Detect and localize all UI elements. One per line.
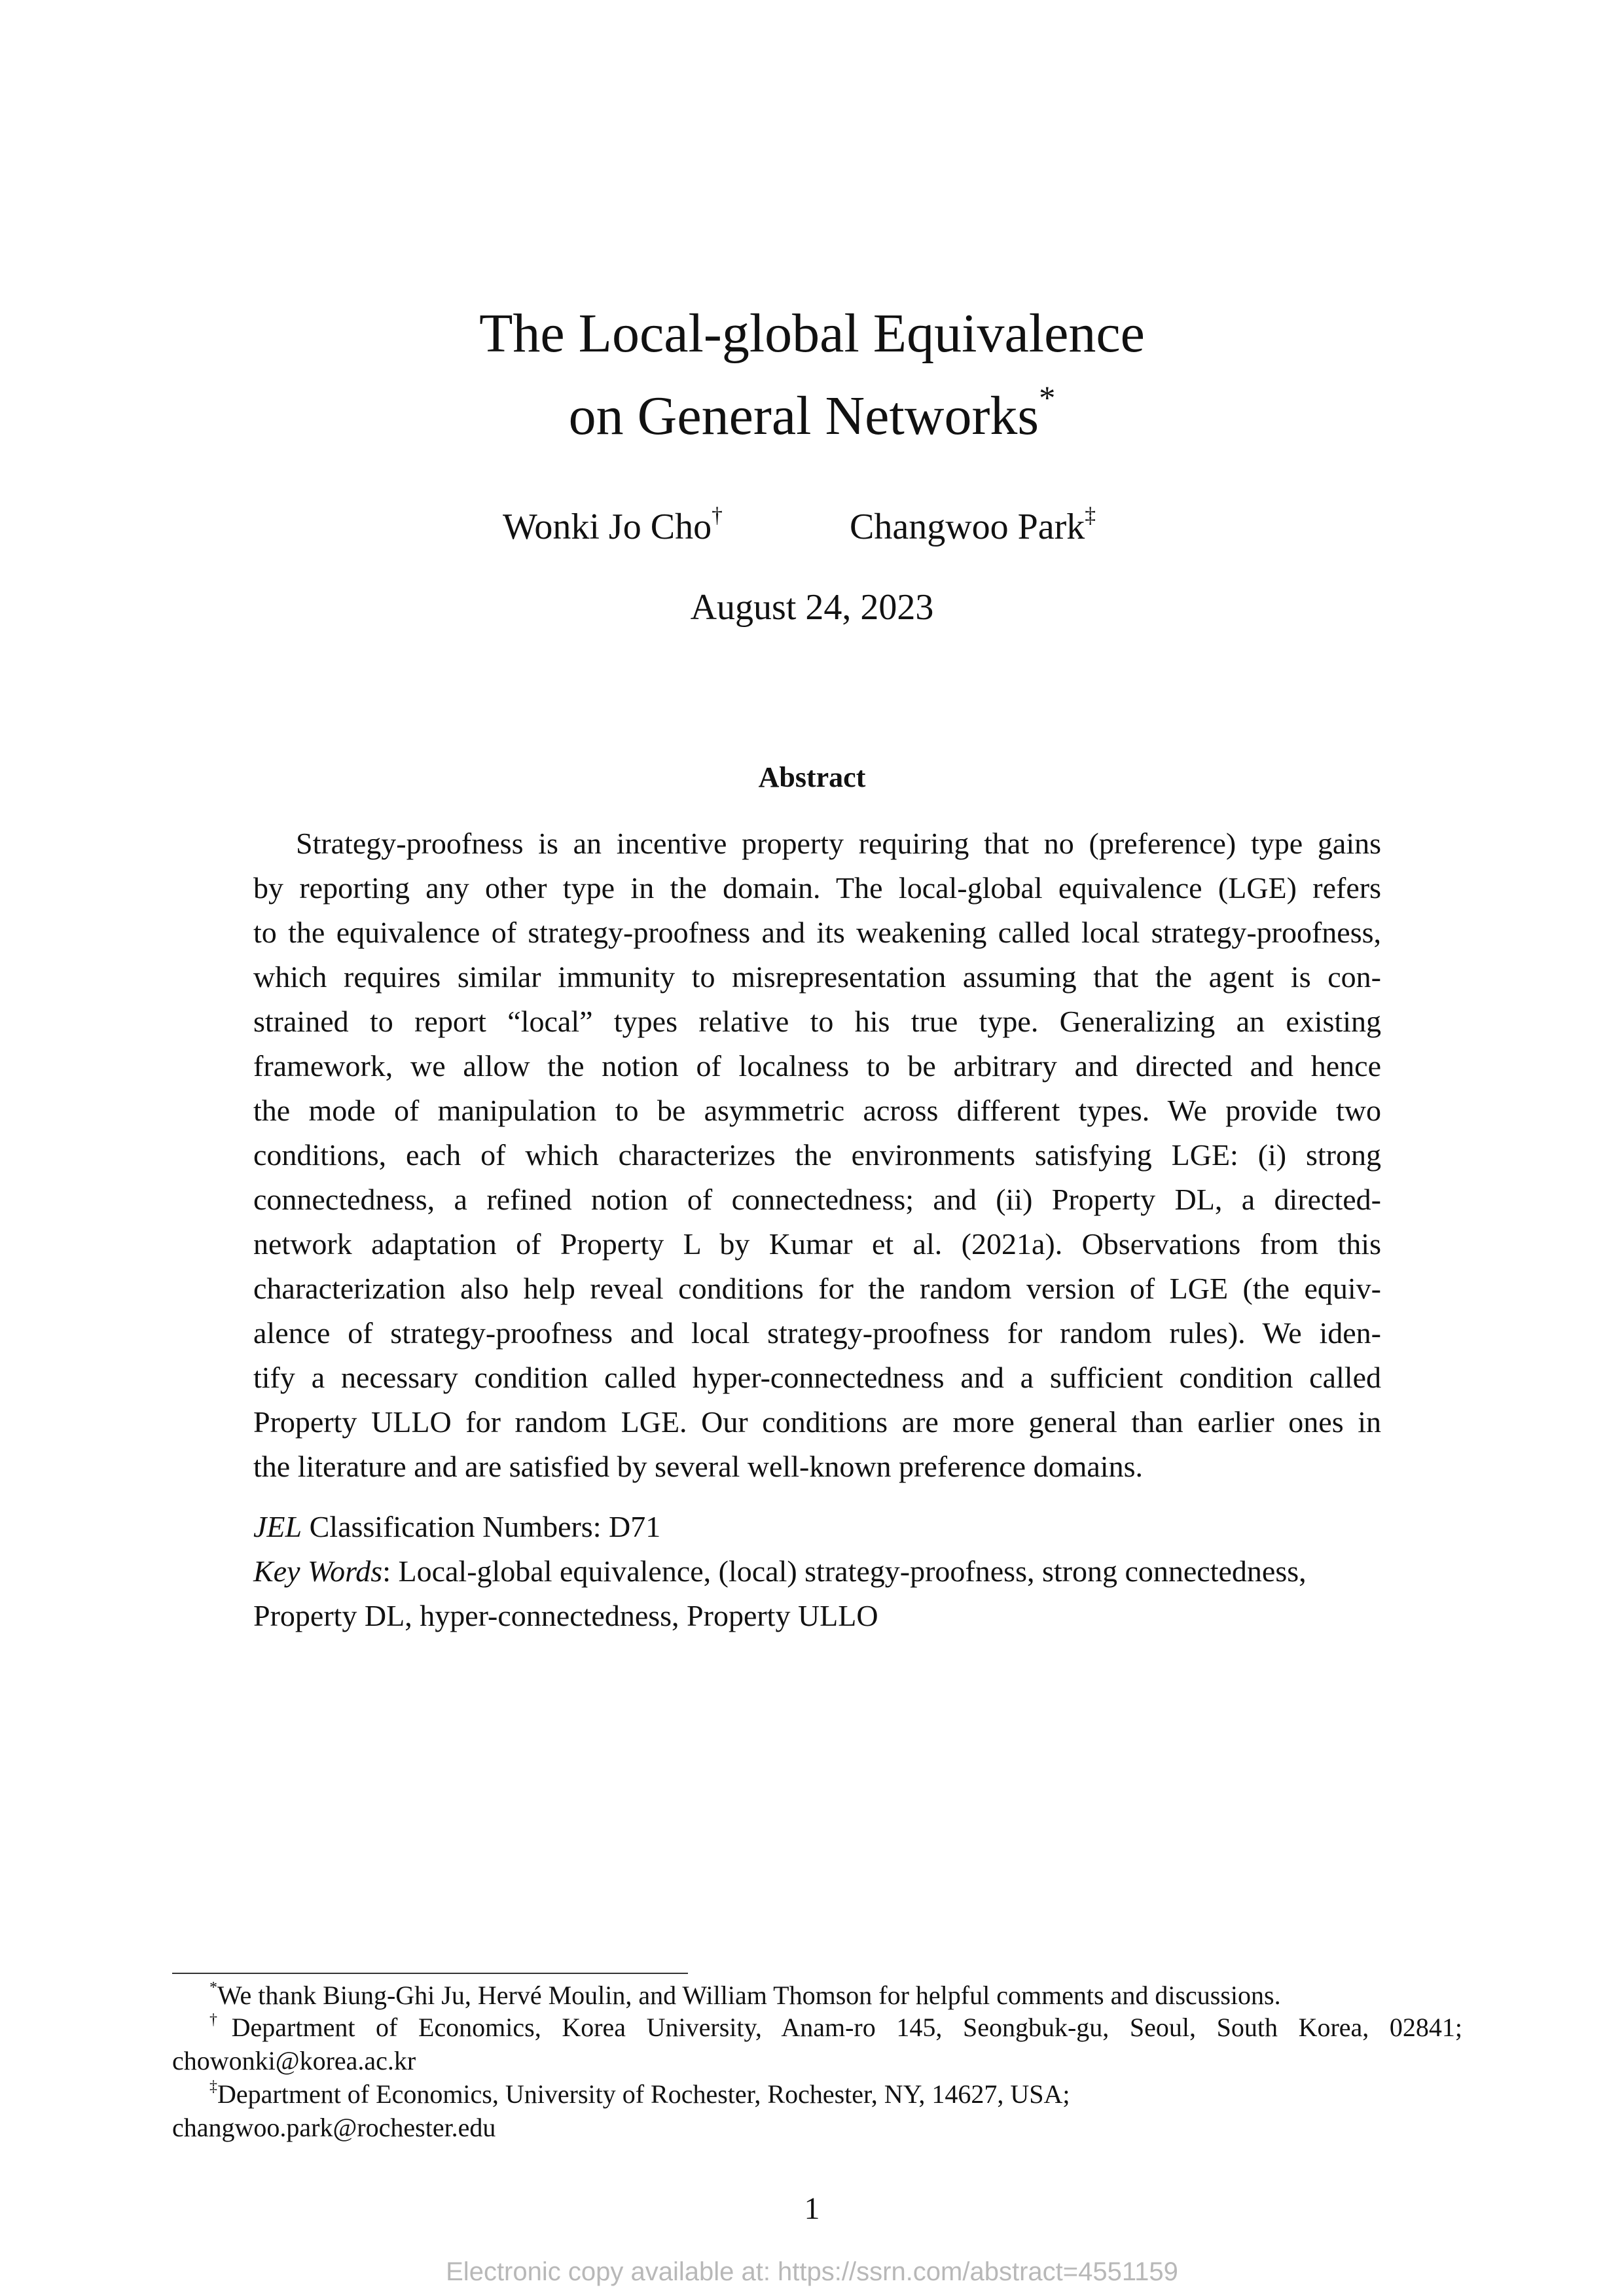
- author-1: [503, 504, 723, 550]
- abstract-line: tify a necessary condition called hyper-connectedness and a sufficient condition called: [253, 1361, 1381, 1394]
- abstract-line: characterization also help reveal conditions for the random version of LGE (the equiv-: [253, 1272, 1381, 1305]
- abstract-line: network adaptation of Property L by Kumar et al. (2021a). Observations from this: [253, 1227, 1381, 1261]
- abstract-line: alence of strategy-proofness and local strategy-proofness for random rules). We iden-: [253, 1316, 1381, 1350]
- footnote-mark: *: [209, 1979, 217, 1996]
- keywords-line-2: Property DL, hyper-connectedness, Property ULLO: [253, 1599, 878, 1632]
- jel-classification: [253, 1505, 1381, 1549]
- abstract-line: strained to report “local” types relative to his true type. Generalizing an existing: [253, 1005, 1381, 1038]
- footnote-text: We thank Biung-Ghi Ju, Hervé Moulin, and William Thomson for helpful comments and discussions.: [217, 1981, 1281, 2010]
- keywords-label: Key Words: [253, 1554, 383, 1588]
- author-name: Wonki Jo Cho: [503, 507, 712, 547]
- abstract-line: framework, we allow the notion of localness to be arbitrary and directed and hence: [253, 1049, 1381, 1083]
- footnote-ddagger-line-1: [209, 2078, 1070, 2111]
- abstract-line: connectedness, a refined notion of connectedness; and (ii) Property DL, a directed-: [253, 1183, 1381, 1216]
- footnote-mark: ‡: [209, 2078, 217, 2095]
- jel-text: Classification Numbers: D71: [302, 1510, 661, 1543]
- title-line-2: [0, 380, 1624, 449]
- footnote-text: Department of Economics, Korea University, Anam-ro 145, Seongbuk-gu, Seoul, South Korea, 02841;: [231, 2013, 1463, 2042]
- footnote-dagger-line-1: [209, 2011, 1462, 2044]
- footnote-ddagger-email: changwoo.park@rochester.edu: [172, 2113, 496, 2142]
- footnote-dagger-email: chowonki@korea.ac.kr: [172, 2046, 416, 2075]
- footnote-mark: †: [209, 2011, 232, 2028]
- abstract-line: by reporting any other type in the domain. The local-global equivalence (LGE) refers: [253, 871, 1381, 905]
- abstract-line: Strategy-proofness is an incentive property requiring that no (preference) type gains: [296, 827, 1381, 860]
- abstract-line: to the equivalence of strategy-proofness and its weakening called local strategy-proofness,: [253, 916, 1381, 949]
- title-line-1: The Local-global Equivalence: [479, 303, 1145, 364]
- author-footnote-mark: †: [712, 503, 723, 528]
- title-footnote-mark: *: [1039, 380, 1056, 417]
- abstract-line: the mode of manipulation to be asymmetric across different types. We provide two: [253, 1094, 1381, 1127]
- footnote-text: Department of Economics, University of Rochester, Rochester, NY, 14627, USA;: [217, 2079, 1070, 2109]
- abstract-line: the literature and are satisfied by several well-known preference domains.: [253, 1450, 1143, 1483]
- keywords-text: : Local-global equivalence, (local) strategy-proofness, strong connectedness,: [382, 1554, 1307, 1588]
- author-name: Changwoo Park: [850, 507, 1085, 547]
- abstract-line: which requires similar immunity to misrepresentation assuming that the agent is con-: [253, 960, 1381, 994]
- abstract-line: Property ULLO for random LGE. Our conditions are more general than earlier ones in: [253, 1405, 1381, 1439]
- page-number: 1: [804, 2191, 820, 2226]
- jel-label: JEL: [253, 1510, 302, 1543]
- footnote-rule: [172, 1973, 688, 1974]
- abstract-heading: Abstract: [758, 761, 866, 793]
- date: August 24, 2023: [690, 587, 934, 628]
- author-2: [850, 504, 1096, 550]
- footnote-star: [209, 1979, 1281, 2012]
- abstract-line: conditions, each of which characterizes the environments satisfying LGE: (i) strong: [253, 1138, 1381, 1172]
- ssrn-watermark: Electronic copy available at: https://ssrn.com/abstract=4551159: [446, 2257, 1178, 2286]
- keywords-line-1: [253, 1549, 1381, 1594]
- author-footnote-mark: ‡: [1085, 503, 1096, 528]
- title-line-2-text: on General Networks: [568, 386, 1039, 446]
